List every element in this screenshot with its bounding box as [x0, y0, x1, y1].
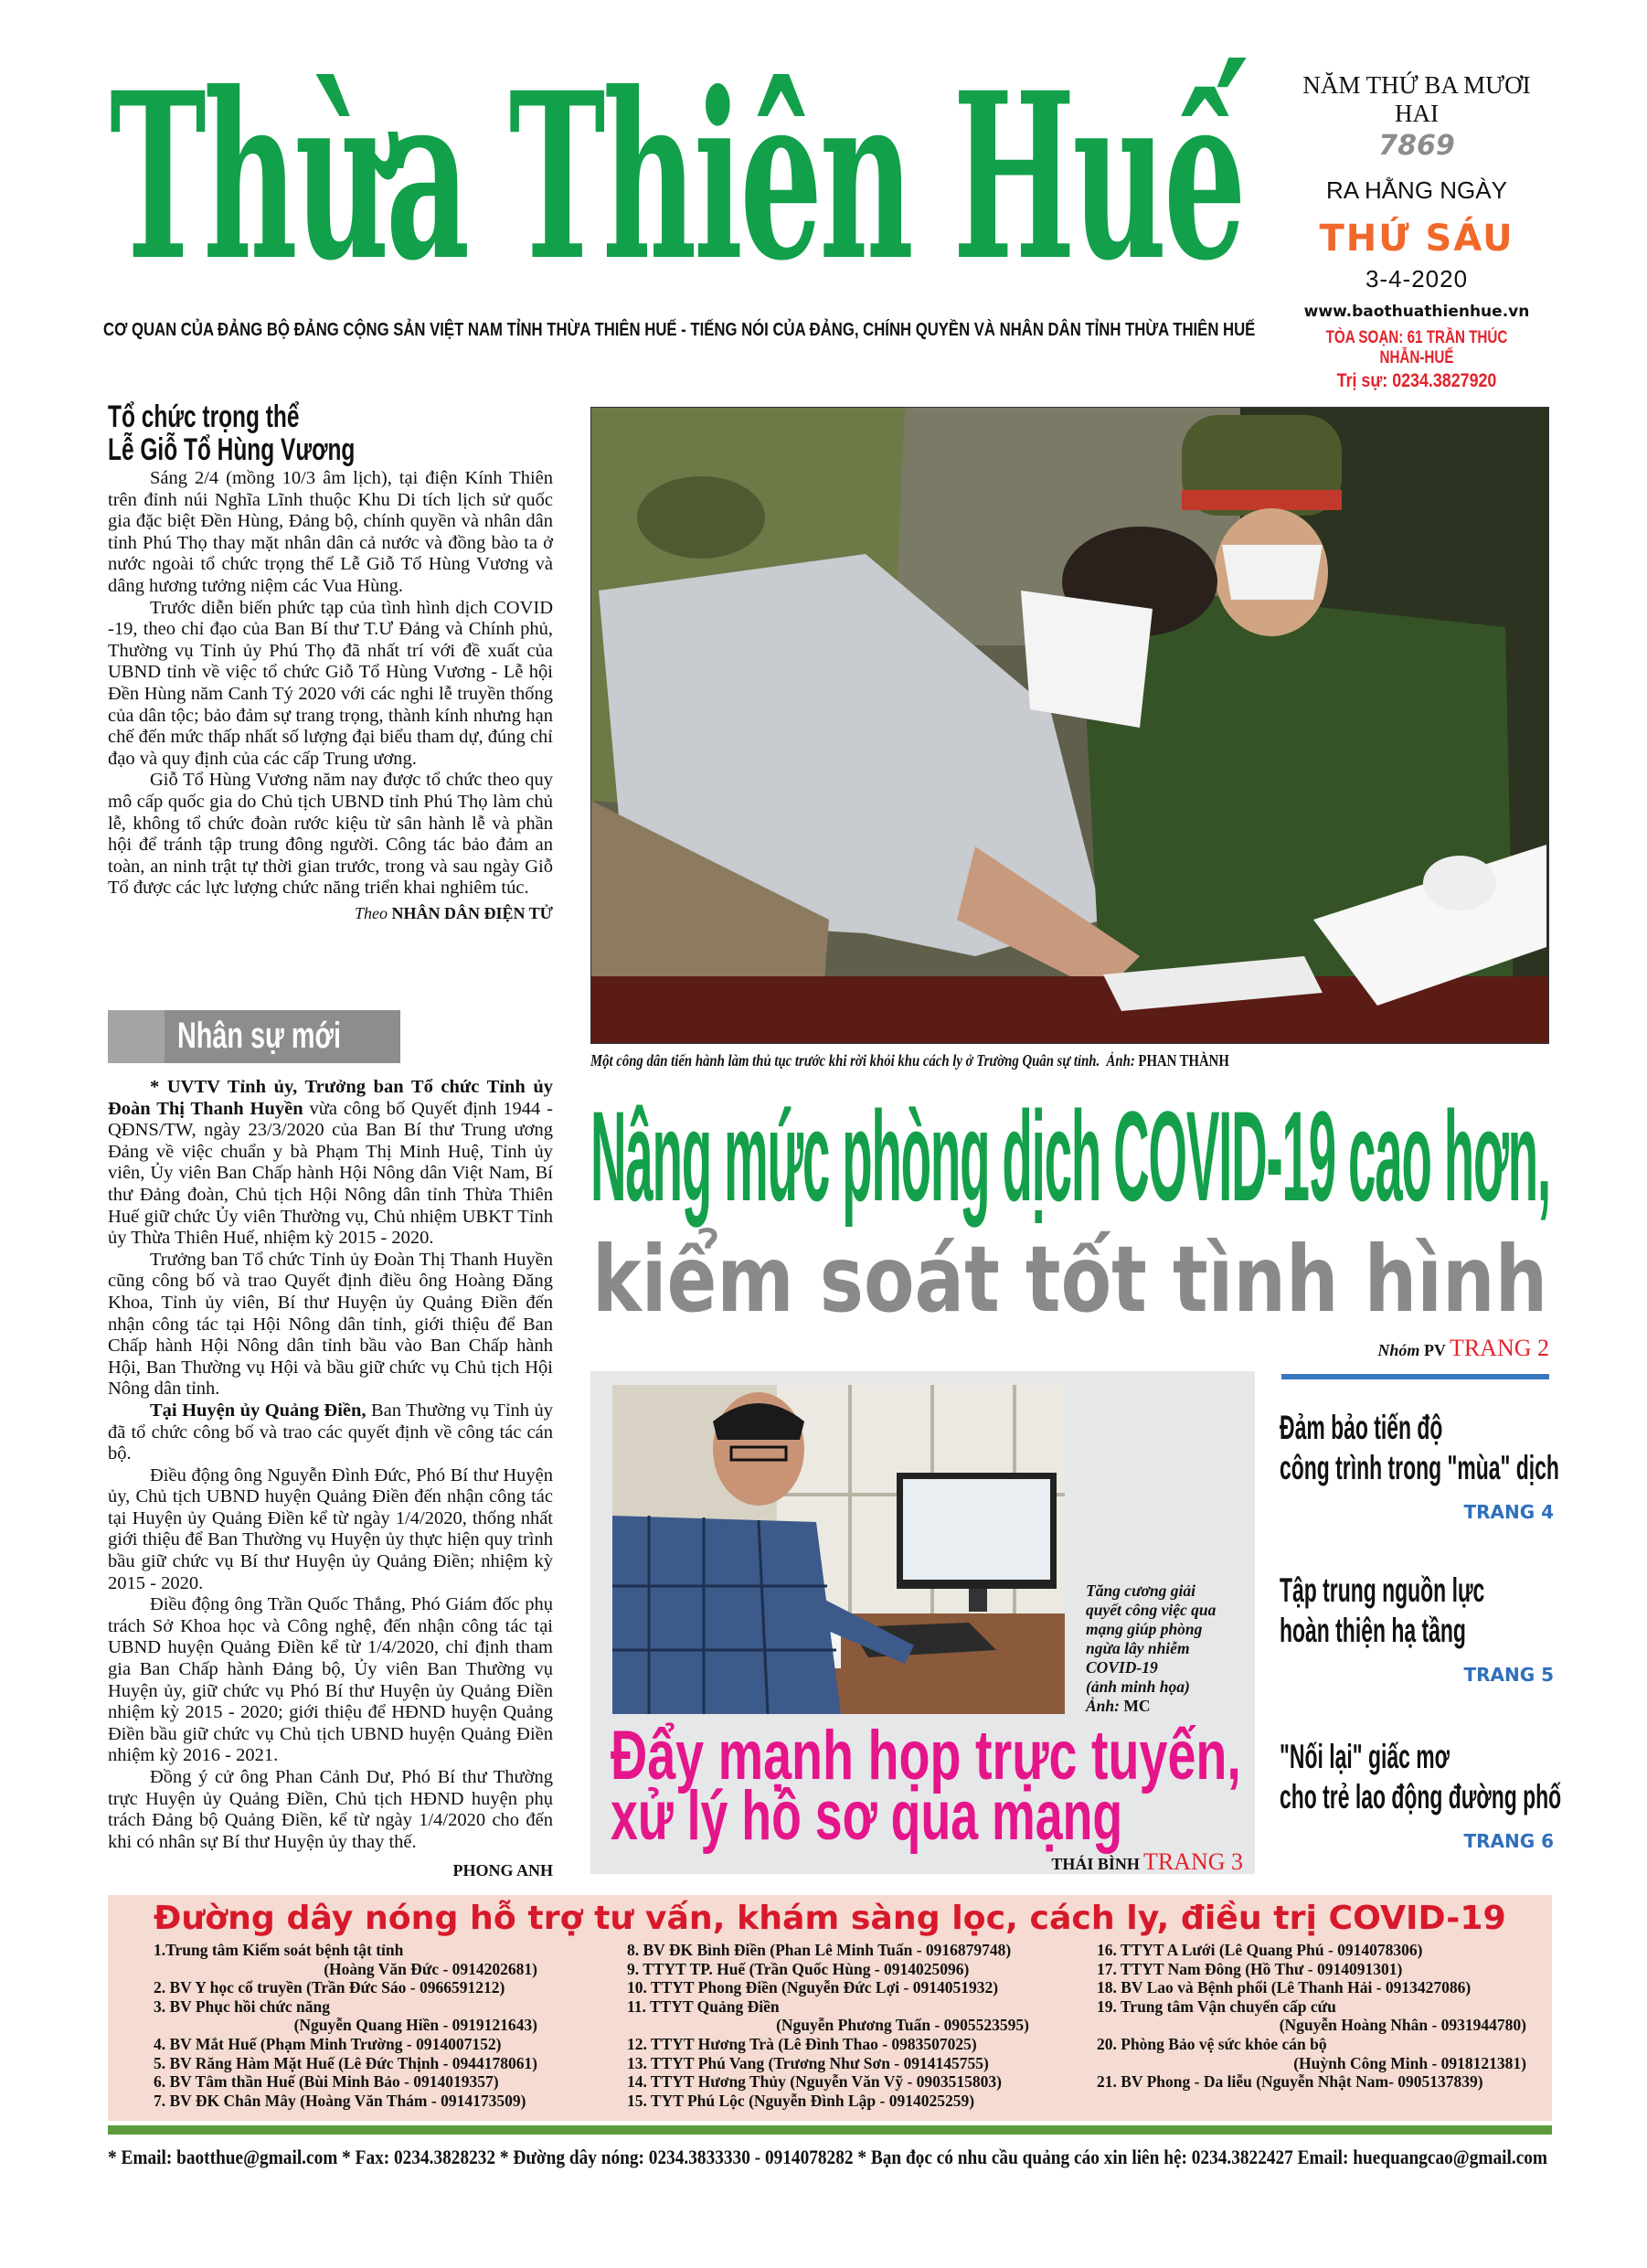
- footer-contact: * Email: baotthue@gmail.com * Fax: 0234.3828232 * Đường dây nóng: 0234.3833330 - 0914078282 * Bạn đọc có nhu cầu quảng cáo xin liên hệ: 0234.3822427 Email: huequangcao@gmail.com: [108, 2146, 1548, 2168]
- lead-headline-line1: Nâng mức phòng dịch COVID-19 cao hơn,: [590, 1084, 1550, 1228]
- divider-bar: [108, 2125, 1552, 2135]
- website-link[interactable]: www.baothuathienhue.vn: [1303, 303, 1530, 321]
- teaser-title: Tập trung nguồn lực: [1280, 1571, 1485, 1609]
- footer-box: [108, 2146, 1547, 2169]
- paragraph: Sáng 2/4 (mồng 10/3 âm lịch), tại điện Kính Thiên trên đỉnh núi Nghĩa Lĩnh thuộc Khu Di tích lịch sử quốc gia đặc biệt Đền Hùng, Đảng bộ, chính quyền và nhân dân tỉnh Phú Thọ thay mặt nhân dân cả nước và đồng bào ta ở nước ngoài tổ chức trọng thể Lễ Giỗ Tổ Hùng Vương và dâng hương tưởng niệm các Vua Hùng.: [108, 468, 553, 596]
- caption-line: mạng giúp phòng: [1086, 1620, 1203, 1638]
- masthead-logo: [110, 42, 1244, 311]
- lead-headline-box[interactable]: [590, 1084, 1550, 1228]
- tagline: CƠ QUAN CỦA ĐẢNG BỘ ĐẢNG CỘNG SẢN VIỆT NAM TỈNH THỪA THIÊN HUẾ - TIẾNG NÓI CỦA ĐẢNG, CHÍNH QUYỀN VÀ NHÂN DÂN TỈNH THỪA THIÊN HUẾ: [103, 320, 1256, 340]
- page-ref[interactable]: TRANG 2: [1449, 1335, 1549, 1361]
- byline-author: [1377, 1341, 1446, 1359]
- hotline-item: 14. TTYT Hương Thủy (Nguyễn Văn Vỹ - 0903515803): [627, 2072, 1002, 2092]
- page-ref[interactable]: TRANG 3: [1142, 1848, 1243, 1875]
- tagline-box: [103, 320, 1255, 341]
- teaser-page[interactable]: TRANG 5: [1463, 1664, 1554, 1686]
- personnel-body: [108, 1077, 553, 1882]
- caption-credit: PHAN THÀNH: [1138, 1051, 1229, 1070]
- hotline-item: 6. BV Tâm thần Huế (Bùi Minh Bảo - 0914019357): [154, 2072, 499, 2092]
- teaser-page[interactable]: TRANG 6: [1463, 1830, 1554, 1852]
- issue-info: [1280, 71, 1554, 392]
- hotline-item: 20. Phòng Bảo vệ sức khỏe cán bộ: [1097, 2034, 1327, 2053]
- lead-photo-caption: [590, 1051, 1229, 1070]
- caption-text: Một công dân tiến hành làm thủ tục trước khi rời khỏi khu cách ly ở Trường Quân sự tỉnh.: [590, 1051, 1100, 1070]
- caption-line: Tăng cương giải: [1086, 1581, 1196, 1600]
- paragraph-text: Ban Thường vụ Tỉnh ủy đã tổ chức công bố và trao các quyết định về công tác cán bộ.: [108, 1400, 553, 1464]
- teaser-divider: [1281, 1374, 1549, 1379]
- section-strip: [108, 1010, 165, 1063]
- caption-line: COVID-19: [1086, 1658, 1158, 1677]
- hotline-item: 13. TTYT Phú Vang (Trương Như Sơn - 0914145755): [627, 2053, 989, 2072]
- lead-headline-box-2[interactable]: [592, 1226, 1548, 1333]
- credit-name: MC: [1123, 1697, 1151, 1715]
- credit-label: Ảnh:: [1086, 1697, 1120, 1715]
- hotline-contact: (Nguyễn Phương Tuấn - 0905523595): [776, 2016, 1029, 2035]
- hotline-item: 19. Trung tâm Vận chuyển cấp cứu: [1097, 1996, 1336, 2016]
- hotline-item: 2. BV Y học cổ truyền (Trần Đức Sáo - 0966591212): [154, 1978, 505, 1997]
- paragraph: Trưởng ban Tổ chức Tỉnh ủy Đoàn Thị Thanh Huyền cũng công bố và trao Quyết định điều ông Hoàng Đăng Khoa, Tỉnh ủy viên, Bí thư Huyện ủy Quảng Điền đến nhận công tác tại Hội Nông dân tỉnh, giới thiệu để Ban Chấp hành Hội Nông dân tỉnh bầu vào Ban Chấp hành Hội, Ban Thường vụ Hội và bầu giữ chức vụ Chủ tịch Hội Nông dân tỉnh.: [108, 1249, 553, 1400]
- newspaper-title: Thừa Thiên Huế: [110, 42, 1244, 311]
- teaser-item[interactable]: [1280, 1571, 1554, 1686]
- source-prefix: Theo: [354, 903, 388, 922]
- title-line: Lễ Giỗ Tổ Hùng Vương: [108, 432, 356, 467]
- hotline-item: 15. TYT Phú Lộc (Nguyễn Đình Lập - 0914025259): [627, 2091, 975, 2110]
- hotline-item: 18. BV Lao và Bệnh phổi (Lê Thanh Hải - 0913427086): [1097, 1978, 1472, 1997]
- weekday: THỨ SÁU: [1319, 218, 1514, 260]
- hotline-item: 5. BV Răng Hàm Mặt Huế (Lê Đức Thịnh - 0944178061): [154, 2053, 537, 2072]
- caption-line: ngừa lây nhiễm: [1086, 1639, 1190, 1657]
- paragraph-lead: Tại Huyện ủy Quảng Điền,: [150, 1400, 367, 1421]
- second-headline-line1: Đẩy mạnh họp trực tuyến,: [611, 1717, 1241, 1794]
- caption-credit-label: Ảnh:: [1106, 1051, 1135, 1070]
- section-label: Nhân sự mới: [177, 1016, 341, 1056]
- second-photo-caption: [1086, 1581, 1250, 1716]
- hotline-contact: (Nguyễn Hoàng Nhân - 0931944780): [1279, 2016, 1526, 2035]
- year-label: NĂM THỨ BA MƯƠI HAI: [1302, 71, 1531, 127]
- section-header-personnel: [108, 1010, 400, 1063]
- byline-italic: Nhóm: [1377, 1341, 1420, 1359]
- hotline-column: [1097, 1941, 1526, 2092]
- lead-photo[interactable]: [590, 407, 1549, 1044]
- teaser-page[interactable]: TRANG 4: [1463, 1501, 1554, 1523]
- source-name: NHÂN DÂN ĐIỆN TỬ: [391, 903, 553, 922]
- caption-line: quyết công việc qua: [1086, 1601, 1217, 1619]
- teaser-title: Đảm bảo tiến độ: [1280, 1409, 1443, 1446]
- left-article-body: [108, 468, 553, 924]
- hotline-item: 7. BV ĐK Chân Mây (Hoàng Văn Thám - 0914173509): [154, 2091, 526, 2110]
- hotline-item: 12. TTYT Hương Trà (Lê Đình Thao - 0983507025): [627, 2034, 977, 2053]
- hotline-item: 21. BV Phong - Da liễu (Nguyễn Nhật Nam- 0905137839): [1097, 2072, 1483, 2092]
- hotline-item: 16. TTYT A Lưới (Lê Quang Phú - 0914078306): [1097, 1941, 1423, 1959]
- hotline-item: 17. TTYT Nam Đông (Hồ Thư - 0914091301): [1097, 1959, 1403, 1978]
- office-address: TÒA SOẠN: 61 TRẦN THÚC NHẪN-HUẾ: [1325, 328, 1508, 367]
- hotline-item: 11. TTYT Quảng Điền: [627, 1996, 780, 2016]
- caption-credit: [1086, 1697, 1250, 1716]
- office-phone: Trị sự: 0234.3827920: [1336, 370, 1497, 391]
- paragraph: Trước diễn biến phức tạp của tình hình dịch COVID -19, theo chỉ đạo của Ban Bí thư T.Ư Đảng và Chính phủ, Thường vụ Tỉnh ủy Phú Thọ đã nhất trí với đề xuất của UBND tỉnh về việc tổ chức Giỗ Tổ Hùng Vương - Lễ hội Đền Hùng năm Canh Tý 2020 với các nghi lễ truyền thống của dân tộc; bảo đảm sự trang trọng, thành kính nhưng hạn chế đến mức thấp nhất số lượng đại biểu tham dự, đúng chỉ đạo và quy định của các cấp Trung ương.: [108, 597, 553, 769]
- title-line: Tổ chức trọng thể: [108, 399, 300, 434]
- second-headline-box-2[interactable]: [611, 1777, 1123, 1855]
- hotline-contact: (Nguyễn Quang Hiền - 0919121643): [293, 2016, 537, 2035]
- hotline-title: Đường dây nóng hỗ trợ tư vấn, khám sàng lọc, cách ly, điều trị COVID-19: [154, 1900, 1506, 1937]
- paragraph: [108, 1400, 553, 1465]
- teaser-item[interactable]: [1280, 1408, 1559, 1523]
- hotline-column: [154, 1941, 537, 2110]
- paragraph-text: vừa công bố Quyết định 1944 - QĐNS/TW, ngày 23/3/2020 của Ban Bí thư Trung ương Đảng về việc chuẩn y bà Phạm Thị Minh Huệ, Tỉnh ủy viên, Ủy viên Ban Chấp hành Hội Nông dân Việt Nam, Bí thư Đảng đoàn, Chủ tịch Hội Nông dân tỉnh Thừa Thiên Huế giữ chức Ủy viên Thường vụ, Chủ nhiệm UBKT Tỉnh ủy Thừa Thiên Huế, nhiệm kỳ 2015 - 2020.: [108, 1098, 553, 1249]
- byline-author: THÁI BÌNH: [1051, 1855, 1140, 1873]
- hotline-title-box: [154, 1901, 1506, 1937]
- hotline-item: 8. BV ĐK Bình Điền (Phan Lê Minh Tuấn - 0916879748): [627, 1941, 1012, 1959]
- second-story-photo[interactable]: [612, 1385, 1065, 1714]
- frequency: RA HẰNG NGÀY: [1326, 176, 1507, 204]
- issue-number: 7869: [1378, 130, 1455, 162]
- hotline-contact: (Huỳnh Công Minh - 0918121381): [1293, 2053, 1526, 2072]
- caption-line: (ảnh minh họa): [1086, 1677, 1190, 1696]
- teaser-title: hoàn thiện hạ tầng: [1280, 1612, 1466, 1649]
- lead-headline-line2: kiểm soát tốt tình hình: [592, 1226, 1548, 1333]
- article-source: [108, 903, 553, 925]
- paragraph: Điều động ông Nguyễn Đình Đức, Phó Bí thư Huyện ủy, Chủ tịch UBND huyện Quảng Điền đến nhận công tác tại Huyện ủy Quảng Điền kể từ ngày 1/4/2020, thống nhất giới thiệu để Ban Thường vụ Huyện ủy thực hiện quy trình bầu giữ chức vụ Bí thư Huyện ủy Quảng Điền; nhiệm kỳ 2015 - 2020.: [108, 1464, 553, 1593]
- hotline-item: 1.Trung tâm Kiểm soát bệnh tật tỉnh: [154, 1941, 404, 1959]
- hotline-item: 10. TTYT Phong Điền (Nguyễn Đức Lợi - 0914051932): [627, 1978, 999, 1997]
- teaser-title: "Nối lại" giấc mơ: [1280, 1738, 1450, 1775]
- left-article-title[interactable]: [108, 400, 553, 466]
- hotline-item: 3. BV Phục hồi chức năng: [154, 1996, 330, 2016]
- teaser-item[interactable]: [1280, 1737, 1562, 1852]
- paragraph: Điều động ông Trần Quốc Thắng, Phó Giám đốc phụ trách Sở Khoa học và Công nghệ, đến nhận công tác tại UBND huyện Quảng Điền kể từ 1/4/2020, chỉ định tham gia Ban Chấp hành Đảng bộ, Ủy viên Ban Thường vụ Huyện ủy, giữ chức vụ Phó Bí thư Huyện ủy Quảng Điền nhiệm kỳ 2015 - 2020; giới thiệu để HĐND huyện Quảng Điền bầu giữ chức vụ Chủ tịch UBND huyện Quảng Điền nhiệm kỳ 2016 - 2021.: [108, 1594, 553, 1766]
- paragraph: Đồng ý cử ông Phan Cảnh Dư, Phó Bí thư Thường trực Huyện ủy Quảng Điền, Chủ tịch HĐND huyện phụ trách Đảng bộ Quảng Điền, kể từ ngày 1/4/2020 cho đến khi có nhân sự Bí thư Huyện ủy thay thế.: [108, 1767, 553, 1852]
- hotline-contact: (Hoàng Văn Đức - 0914202681): [324, 1959, 537, 1978]
- author: PHONG ANH: [452, 1861, 553, 1880]
- paragraph: [108, 1077, 553, 1250]
- lead-byline: [1188, 1335, 1549, 1362]
- teaser-title: công trình trong "mùa" dịch: [1280, 1449, 1559, 1486]
- hotline-item: 9. TTYT TP. Huế (Trần Quốc Hùng - 0914025096): [627, 1959, 970, 1978]
- teaser-title: cho trẻ lao động đường phố: [1280, 1778, 1562, 1815]
- second-headline-line2: xử lý hồ sơ qua mạng: [611, 1777, 1123, 1855]
- paragraph-lead: * UVTV Tỉnh ủy, Trưởng ban Tổ chức Tỉnh ủy Đoàn Thị Thanh Huyền: [108, 1077, 553, 1119]
- issue-date: 3-4-2020: [1365, 265, 1469, 293]
- byline-text: PV: [1423, 1341, 1446, 1359]
- hotline-box: [108, 1895, 1552, 2121]
- hotline-item: 4. BV Mắt Huế (Phạm Minh Trường - 0914007152): [154, 2034, 502, 2053]
- hotline-column: [627, 1941, 1029, 2110]
- second-byline: [914, 1848, 1243, 1876]
- paragraph: Giỗ Tổ Hùng Vương năm nay được tổ chức theo quy mô cấp quốc gia do Chủ tịch UBND tỉnh Phú Thọ làm chủ lễ, không tổ chức đoàn rước kiệu từ sân hành lễ và phần hội để tránh tập trung đông người. Công tác bảo đảm an toàn, an ninh trật tự thời gian trước, trong và sau ngày Giỗ Tổ được các lực lượng chức năng triển khai nghiêm túc.: [108, 770, 553, 899]
